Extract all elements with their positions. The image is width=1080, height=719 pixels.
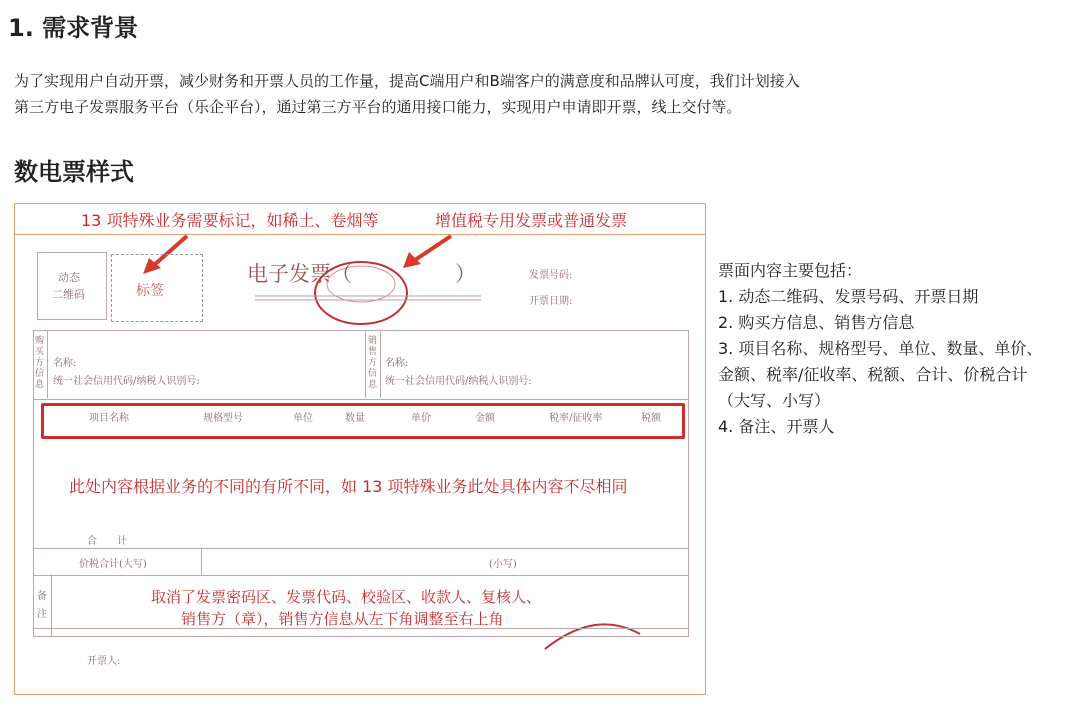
invoice-sample-image	[14, 203, 706, 695]
seller-tax-id-label: 统一社会信用代码/纳税人识别号:	[385, 376, 532, 387]
buyer-tax-id-label: 统一社会信用代码/纳税人识别号:	[53, 376, 200, 387]
paragraph-line: 第三方电子发票服务平台（乐企平台），通过第三方平台的通用接口能力，实现用户申请即开票，线上交付等。	[14, 98, 742, 116]
qr-code-box	[37, 252, 107, 320]
qr-label-line: 动态	[58, 271, 80, 284]
column-spec: 规格型号	[203, 413, 243, 424]
total-label: 合 计	[87, 536, 127, 547]
tag-box	[111, 254, 203, 322]
total-in-words-label: 价税合计(大写)	[79, 559, 147, 570]
note-line: 金额、税率/征收率、税额、合计、价税合计	[718, 365, 1028, 384]
divider	[201, 548, 202, 576]
column-amount: 金额	[475, 413, 495, 424]
section-heading-background: 1. 需求背景	[8, 14, 139, 42]
column-unit: 单位	[293, 413, 313, 424]
column-unit-price: 单价	[411, 413, 431, 424]
buyer-section-label: 购买方信息	[35, 336, 45, 390]
party-info-area	[33, 330, 689, 400]
note-line: 2. 购买方信息、销售方信息	[718, 313, 915, 332]
note-title: 票面内容主要包括：	[718, 261, 863, 280]
tag-label: 标签	[136, 283, 164, 299]
issue-date-label: 开票日期:	[529, 296, 573, 307]
section-heading-invoice-style: 数电票样式	[14, 158, 134, 186]
column-tax-rate: 税率/征收率	[549, 413, 603, 424]
qr-label-line: 二维码	[52, 288, 85, 301]
note-line: 1. 动态二维码、发票号码、开票日期	[718, 287, 979, 306]
remark-label: 备注	[37, 591, 47, 620]
annotation-removed-fields-2: 销售方（章），销售方信息从左下角调整至右上角	[181, 610, 504, 628]
annotation-invoice-type: 增值税专用发票或普通发票	[435, 211, 628, 230]
note-line: （大写、小写）	[718, 391, 831, 410]
annotation-removed-fields-1: 取消了发票密码区、发票代码、校验区、收款人、复核人、	[151, 588, 542, 606]
annotation-special-business: 13 项特殊业务需要标记，如稀土、卷烟等	[81, 211, 379, 230]
annotation-content-varies: 此处内容根据业务的不同的有所不同，如 13 项特殊业务此处具体内容不尽相同	[69, 477, 628, 496]
invoice-title: 电子发票（	[247, 262, 352, 286]
issuer-label: 开票人:	[87, 656, 121, 667]
background-paragraph	[14, 68, 1064, 120]
small-amount-label: (小写)	[489, 559, 517, 570]
invoice-content-note	[718, 258, 1080, 440]
paragraph-line: 为了实现用户自动开票，减少财务和开票人员的工作量，提高C端用户和B端客户的满意度和品牌认可度，我们计划接入	[14, 72, 800, 90]
buyer-name-label: 名称:	[53, 358, 77, 369]
invoice-number-label: 发票号码:	[529, 270, 573, 281]
seller-section-label: 销售方信息	[368, 336, 378, 390]
note-line: 3. 项目名称、规格型号、单位、数量、单价、	[718, 339, 1043, 358]
column-tax-amount: 税额	[641, 413, 661, 424]
seller-name-label: 名称:	[385, 358, 409, 369]
column-item-name: 项目名称	[89, 413, 129, 424]
column-quantity: 数量	[345, 413, 365, 424]
note-line: 4. 备注、开票人	[718, 417, 835, 436]
invoice-title-close: ）	[455, 262, 476, 286]
